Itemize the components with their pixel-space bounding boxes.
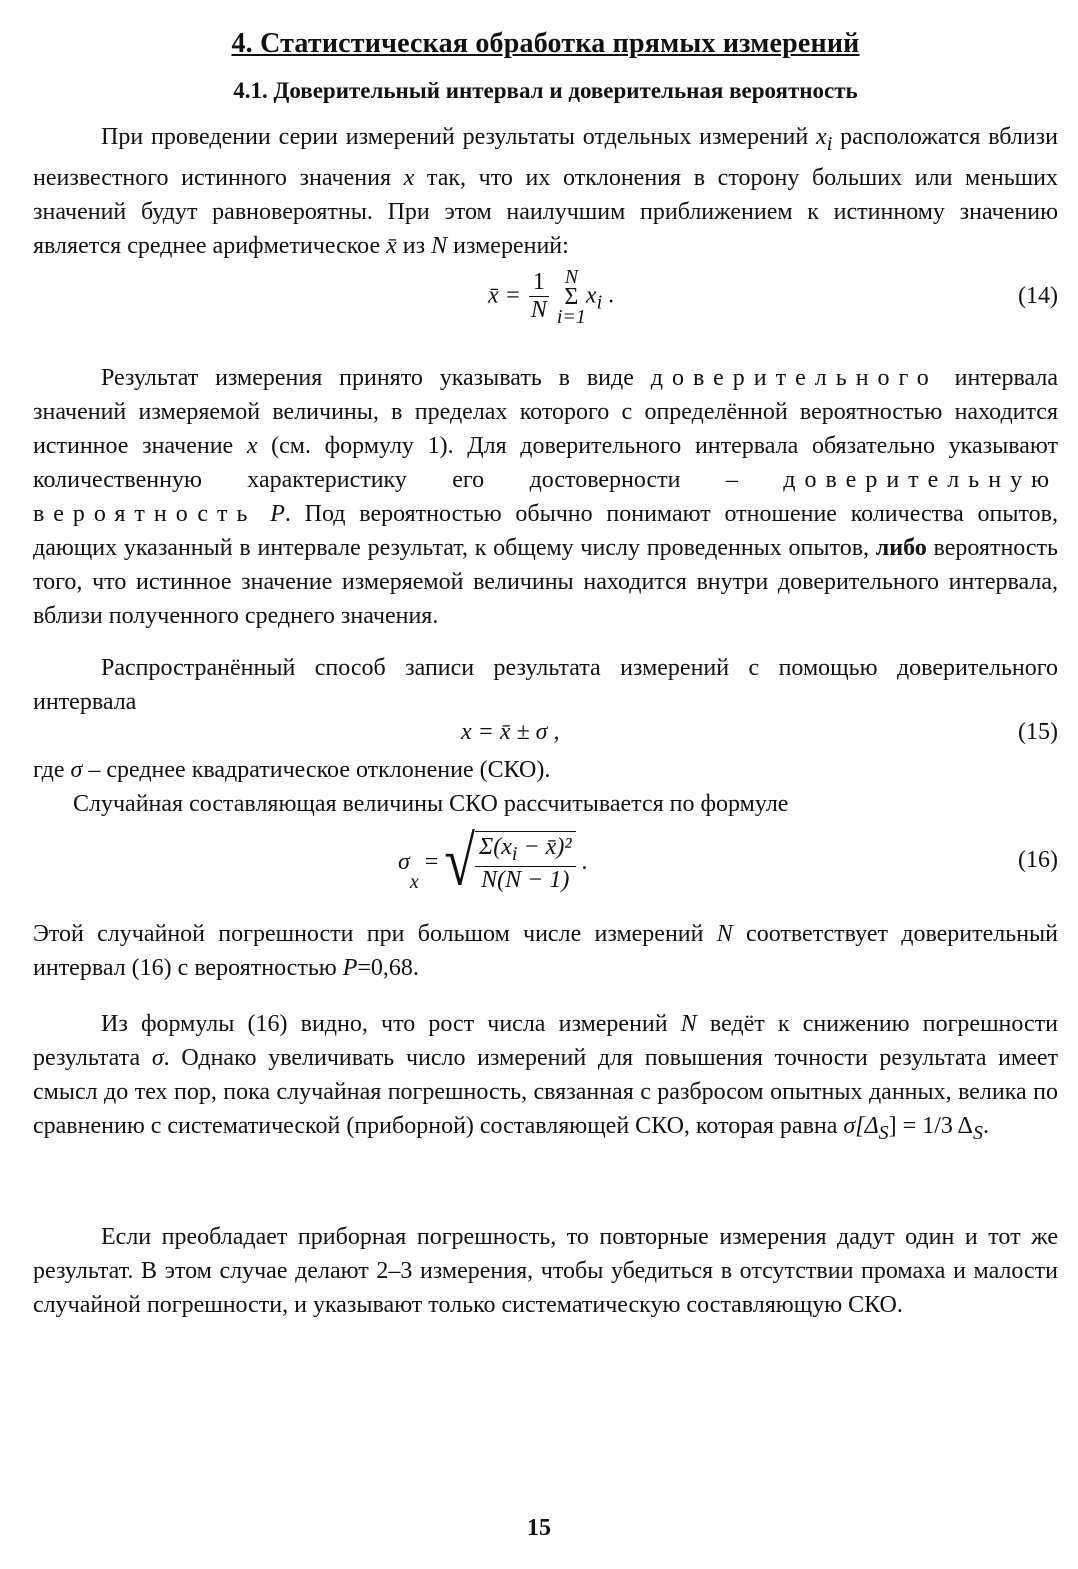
equation-16-number: (16) <box>1018 846 1058 873</box>
equation-14-number: (14) <box>1018 282 1058 309</box>
page-number: 15 <box>527 1515 551 1541</box>
paragraph-7: Из формулы (16) видно, что рост числа измерений N ведёт к снижению погрешности результата σ. Однако увеличивать число измерений для повышения точности результата имеет смысл до тех пор, пока случайная погрешность, связанная с разбросом опытных данных, велика по сравнению с систематической (приборной) составляющей СКО, которая равна $\sigma[\Delta_S] = 1/3$ $\Delta_S$. <box>33 1010 1058 1144</box>
equation-14: x̄ = $\frac{1}{N}$ N Σ i=1 $x_i$ . (14) <box>488 265 1058 328</box>
equation-15-number: (15) <box>1018 718 1058 745</box>
paragraph-6: Этой случайной погрешности при большом числе измерений N соответствует доверительный интервал (16) с вероятностью P=0,68. <box>33 920 1059 981</box>
paragraph-1: При проведении серии измерений результаты отдельных измерений $x_i$ расположатся вблизи неизвестного истинного значения x так, что их отклонения в сторону больших или меньших значений будут равновероятны. При этом наилучшим приближением к истинному значению является среднее арифметическое x̄ из N измерений: <box>33 124 1059 259</box>
equation-16: σ $_x$ = √ $\frac{\Sigma(x_i - x̄)^2}{N(N - 1)}$ . (16) <box>398 823 1058 901</box>
section-title: 4.1. Доверительный интервал и доверительная вероятность <box>233 78 858 103</box>
paragraph-3: Распространённый способ записи результата измерений с помощью доверительного интервала <box>33 654 1058 715</box>
chapter-title: 4. Статистическая обработка прямых измерений <box>231 28 860 59</box>
paragraph-8: Если преобладает приборная погрешность, то повторные измерения дадут один и тот же результат. В этом случае делают 2–3 измерения, чтобы убедиться в отсутствии промаха и малости случайной погрешности, и указывают только систематическую составляющую СКО. <box>33 1223 1058 1318</box>
equation-15: x = x̄ ± σ , (15) <box>461 718 1058 745</box>
document-page <box>33 28 1058 1322</box>
paragraph-2: Результат измерения принято указывать в виде доверительного интервала значений измеряемой величины, в пределах которого с определённой вероятностью находится истинное значение x (см. формулу 1). Для доверительного интервала обязательно указывают количественную характеристику его достоверности – доверительную вероятность P. Под вероятностью обычно понимают отношение количества опытов, дающих указанный в интервале результат, к общему числу проведенных опытов, либо вероятность того, что истинное значение измеряемой величины находится внутри доверительного интервала, вблизи полученного среднего значения. <box>33 364 1058 629</box>
paragraph-4: где σ – среднее квадратическое отклонение (СКО). <box>33 756 551 783</box>
paragraph-5: Случайная составляющая величины СКО рассчитывается по формуле <box>73 790 789 817</box>
